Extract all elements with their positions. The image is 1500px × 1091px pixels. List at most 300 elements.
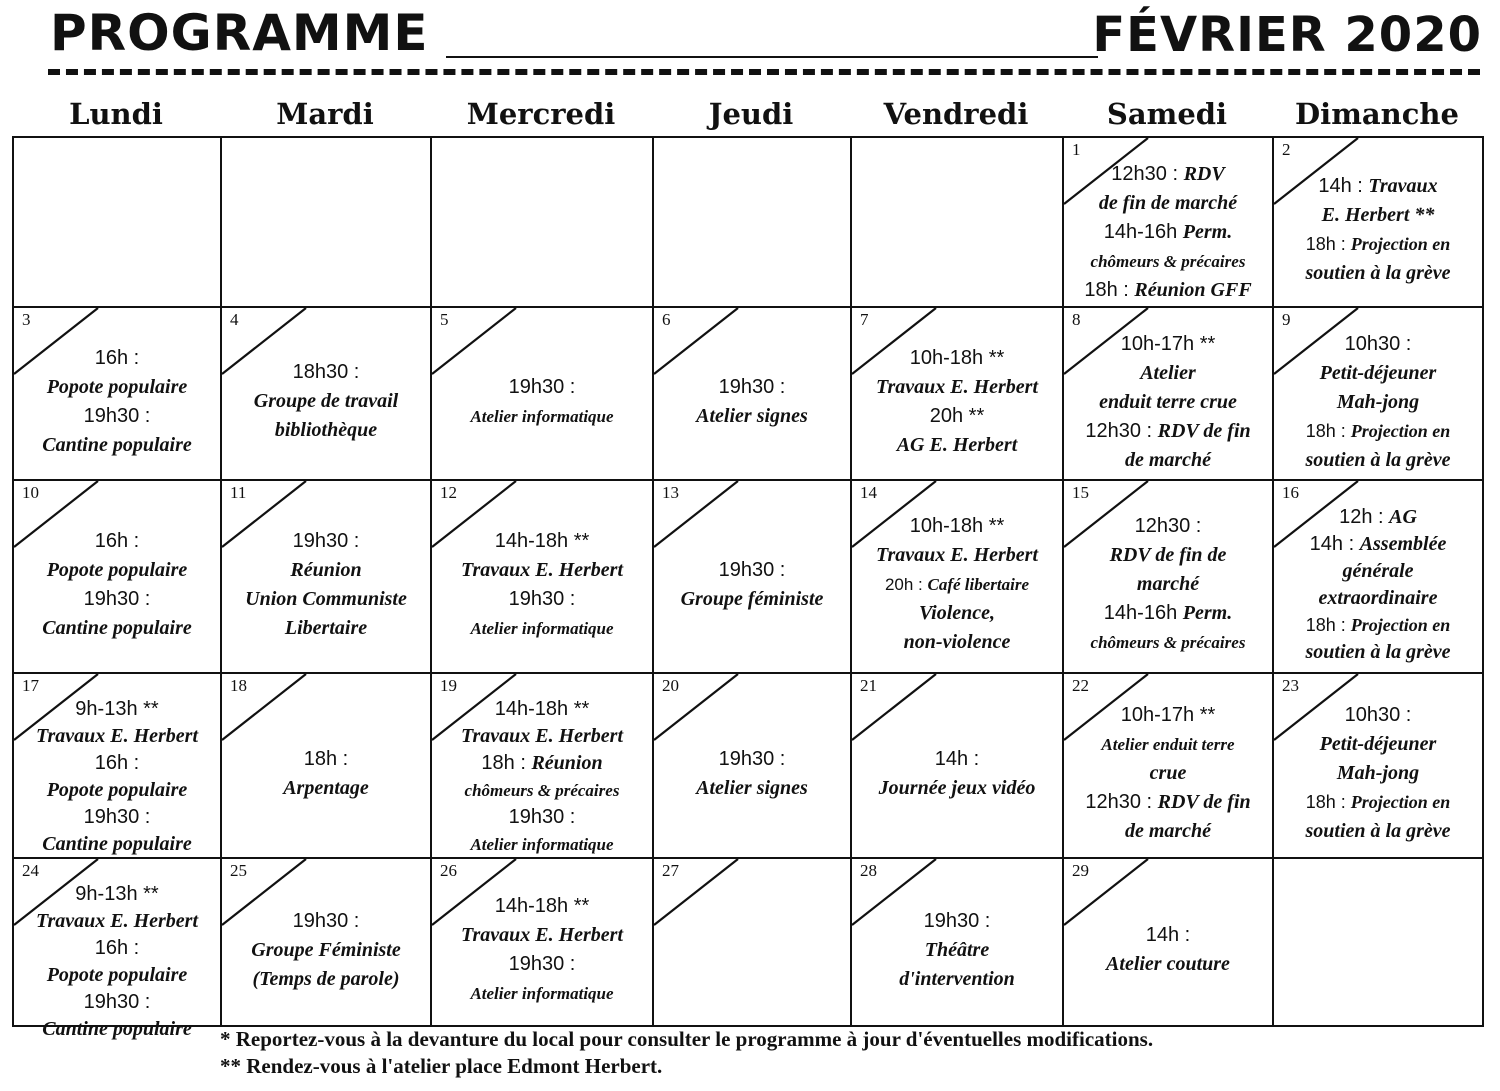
day-cell-6 xyxy=(652,306,852,481)
event-time: 19h30 : xyxy=(718,747,786,770)
event-time: 19h30 : xyxy=(83,587,151,610)
event-line xyxy=(222,965,430,994)
event-title: AG E. Herbert xyxy=(896,433,1018,456)
event-title: Réunion GFF xyxy=(1134,279,1252,301)
event-line xyxy=(1274,230,1482,259)
event-line xyxy=(1274,201,1482,230)
event-time: 14h-18h ** xyxy=(494,895,590,917)
event-line xyxy=(222,556,430,585)
event-line xyxy=(1064,417,1272,446)
event-list xyxy=(432,527,652,643)
event-line xyxy=(222,907,430,936)
event-title: Popote populaire xyxy=(46,779,188,801)
event-line xyxy=(1274,612,1482,639)
event-list xyxy=(222,745,430,803)
day-cell-12 xyxy=(430,479,654,674)
event-line xyxy=(1064,276,1272,305)
event-line xyxy=(852,774,1062,803)
event-line xyxy=(1064,359,1272,388)
event-title: Travaux E. Herbert xyxy=(460,725,624,747)
day-number: 11 xyxy=(230,483,247,502)
event-time: 18h : xyxy=(1305,792,1351,812)
event-title: Cantine populaire xyxy=(42,433,192,456)
event-time: 9h-13h ** xyxy=(75,883,159,905)
event-time: 18h : xyxy=(1305,614,1351,635)
event-title: Projection en xyxy=(1350,234,1451,254)
day-cell-16 xyxy=(1272,479,1484,674)
event-time: 20h ** xyxy=(929,404,985,427)
event-time: 19h30 : xyxy=(83,806,151,828)
event-title: Atelier informatique xyxy=(470,835,614,854)
event-time: 18h : xyxy=(1084,279,1135,301)
day-number: 17 xyxy=(22,676,39,695)
event-title: Assemblée xyxy=(1359,532,1447,555)
event-time: 19h30 : xyxy=(508,953,576,975)
event-time: 14h : xyxy=(1309,532,1360,555)
event-line xyxy=(1064,541,1272,570)
event-time: 18h30 : xyxy=(292,361,360,383)
event-title: soutien à la grève xyxy=(1305,449,1451,471)
day-number: 8 xyxy=(1072,310,1081,329)
event-title: Petit-déjeuner xyxy=(1319,362,1437,384)
day-number: 23 xyxy=(1282,676,1299,695)
event-time: 19h30 : xyxy=(83,404,151,427)
event-title: Atelier signes xyxy=(696,404,808,427)
event-time: 12h30 : xyxy=(1085,791,1158,813)
month-title: FÉVRIER 2020 xyxy=(1092,7,1482,63)
day-cell-2 xyxy=(1272,136,1484,308)
day-number: 12 xyxy=(440,483,457,502)
event-time: 19h30 : xyxy=(292,529,360,552)
event-time: 18h : xyxy=(1305,421,1351,441)
title-dashed-rule xyxy=(48,69,1480,75)
day-number: 21 xyxy=(860,676,877,695)
event-title: marché xyxy=(1136,573,1200,595)
event-title: Atelier couture xyxy=(1106,953,1230,975)
event-list xyxy=(14,696,220,858)
event-line xyxy=(1274,585,1482,612)
event-time: 14h : xyxy=(934,747,980,770)
event-list xyxy=(654,745,850,803)
event-line xyxy=(1064,628,1272,657)
event-line xyxy=(432,831,652,858)
event-title: Réunion xyxy=(531,752,603,774)
event-title: Travaux E. Herbert xyxy=(460,924,624,946)
event-time: 9h-13h ** xyxy=(75,698,159,720)
event-title: Travaux E. Herbert xyxy=(875,375,1039,398)
event-list xyxy=(1274,330,1482,475)
event-title: soutien à la grève xyxy=(1305,262,1451,284)
day-number: 13 xyxy=(662,483,679,502)
event-line xyxy=(222,527,430,556)
empty-cell xyxy=(12,136,222,308)
event-title: Cantine populaire xyxy=(42,616,192,639)
event-line xyxy=(1064,330,1272,359)
event-line xyxy=(222,936,430,965)
event-time: 19h30 : xyxy=(83,991,151,1013)
event-time: 10h-17h ** xyxy=(1120,704,1216,726)
event-line xyxy=(14,614,220,643)
event-line xyxy=(852,599,1062,628)
event-time: 14h-16h xyxy=(1103,602,1183,624)
event-time: 10h-18h ** xyxy=(909,346,1005,369)
event-title: (Temps de parole) xyxy=(252,967,400,990)
event-title: Libertaire xyxy=(284,616,368,639)
empty-cell xyxy=(850,136,1064,308)
day-cell-4 xyxy=(220,306,432,481)
footer-note-1: * Reportez-vous à la devanture du local pour consulter le programme à jour d'éventuelles modifications. xyxy=(220,1027,1154,1051)
event-line xyxy=(1064,950,1272,979)
event-time: 19h30 : xyxy=(508,587,576,610)
event-title: Atelier informatique xyxy=(470,618,614,638)
event-line xyxy=(654,745,850,774)
event-line xyxy=(654,402,850,431)
event-line xyxy=(222,614,430,643)
event-line xyxy=(1064,701,1272,730)
event-title: Théâtre xyxy=(924,938,990,961)
event-title: AG xyxy=(1389,505,1417,528)
event-line xyxy=(222,745,430,774)
event-line xyxy=(1064,247,1272,276)
empty-cell xyxy=(430,136,654,308)
day-cell-26 xyxy=(430,857,654,1027)
event-line xyxy=(14,962,220,989)
event-line xyxy=(1274,388,1482,417)
event-title: Popote populaire xyxy=(46,558,188,581)
event-line xyxy=(14,804,220,831)
day-cell-19 xyxy=(430,672,654,859)
event-line xyxy=(432,527,652,556)
day-number: 20 xyxy=(662,676,679,695)
event-title: Perm. xyxy=(1182,602,1233,624)
day-number: 3 xyxy=(22,310,31,329)
empty-cell xyxy=(652,136,852,308)
event-title: Perm. xyxy=(1182,221,1233,243)
event-time: 14h : xyxy=(1145,924,1191,946)
day-cell-28 xyxy=(850,857,1064,1027)
event-title: Travaux E. Herbert xyxy=(35,725,199,747)
day-cell-15 xyxy=(1062,479,1274,674)
event-time: 20h : xyxy=(884,575,928,594)
day-cell-8 xyxy=(1062,306,1274,481)
event-line xyxy=(1064,189,1272,218)
event-list xyxy=(432,696,652,858)
event-line xyxy=(1274,558,1482,585)
event-line xyxy=(1274,359,1482,388)
event-title: d'intervention xyxy=(899,967,1015,990)
event-list xyxy=(1064,921,1272,979)
event-title: Réunion xyxy=(290,558,362,581)
event-list xyxy=(1274,172,1482,288)
day-number: 25 xyxy=(230,861,247,880)
event-title: Café libertaire xyxy=(927,575,1030,594)
event-line xyxy=(14,431,220,460)
event-line xyxy=(14,831,220,858)
event-line xyxy=(14,908,220,935)
day-number: 18 xyxy=(230,676,247,695)
event-line xyxy=(432,723,652,750)
title-underline xyxy=(446,56,1098,58)
event-title: Atelier informatique xyxy=(470,406,614,426)
event-title: Travaux xyxy=(1368,175,1438,197)
day-number: 24 xyxy=(22,861,39,880)
event-title: Violence, xyxy=(918,602,996,624)
event-title: de marché xyxy=(1124,449,1212,471)
event-line xyxy=(432,750,652,777)
day-cell-7 xyxy=(850,306,1064,481)
event-title: Cantine populaire xyxy=(42,833,192,855)
event-title: soutien à la grève xyxy=(1305,640,1451,663)
event-title: RDV de fin xyxy=(1157,420,1251,442)
event-title: Arpentage xyxy=(283,776,369,799)
day-number: 29 xyxy=(1072,861,1089,880)
event-list xyxy=(852,907,1062,994)
event-list xyxy=(1274,701,1482,846)
day-cell-22 xyxy=(1062,672,1274,859)
event-title: enduit terre crue xyxy=(1099,391,1237,413)
event-line xyxy=(14,402,220,431)
day-cell-13 xyxy=(652,479,852,674)
event-time: 12h30 : xyxy=(1085,420,1158,442)
day-cell-24 xyxy=(12,857,222,1040)
empty-cell xyxy=(1272,857,1484,1027)
event-title: Travaux E. Herbert xyxy=(875,544,1039,566)
event-time: 10h30 : xyxy=(1344,333,1412,355)
event-line xyxy=(222,585,430,614)
event-line xyxy=(1274,788,1482,817)
event-time: 19h30 : xyxy=(718,558,786,581)
event-title: non-violence xyxy=(903,631,1011,653)
event-title: chômeurs & précaires xyxy=(1090,252,1246,271)
event-line xyxy=(852,907,1062,936)
event-list xyxy=(222,358,430,445)
event-list xyxy=(654,373,850,431)
event-title: Mah-jong xyxy=(1336,762,1420,784)
day-header-mardi: Mardi xyxy=(276,97,374,131)
event-list xyxy=(1064,512,1272,657)
event-list xyxy=(1064,330,1272,475)
event-time: 10h-18h ** xyxy=(909,515,1005,537)
event-title: de marché xyxy=(1124,820,1212,842)
event-line xyxy=(1064,512,1272,541)
event-list xyxy=(432,892,652,1008)
event-line xyxy=(654,774,850,803)
event-line xyxy=(852,512,1062,541)
event-line xyxy=(1274,172,1482,201)
day-cell-23 xyxy=(1272,672,1484,859)
event-line xyxy=(432,950,652,979)
event-time: 10h-17h ** xyxy=(1120,333,1216,355)
event-title: crue xyxy=(1149,762,1187,784)
day-header-jeudi: Jeudi xyxy=(708,97,794,131)
event-line xyxy=(1274,701,1482,730)
event-line xyxy=(14,881,220,908)
event-title: Mah-jong xyxy=(1336,391,1420,413)
event-title: Groupe de travail xyxy=(253,390,399,412)
event-time: 16h : xyxy=(94,529,140,552)
day-cell-14 xyxy=(850,479,1064,674)
event-line xyxy=(1274,817,1482,846)
event-time: 18h : xyxy=(481,752,532,774)
event-line xyxy=(654,585,850,614)
event-line xyxy=(1274,504,1482,531)
event-line xyxy=(222,358,430,387)
event-time: 12h : xyxy=(1339,505,1390,528)
day-number: 26 xyxy=(440,861,457,880)
day-cell-17 xyxy=(12,672,222,859)
event-time: 16h : xyxy=(94,346,140,369)
event-line xyxy=(432,777,652,804)
day-number: 7 xyxy=(860,310,869,329)
event-list xyxy=(1064,701,1272,846)
event-time: 10h30 : xyxy=(1344,704,1412,726)
page-title: PROGRAMME xyxy=(50,4,429,62)
event-title: RDV de fin de xyxy=(1109,544,1227,566)
day-number: 2 xyxy=(1282,140,1291,159)
day-number: 5 xyxy=(440,310,449,329)
event-line xyxy=(1274,330,1482,359)
event-title: soutien à la grève xyxy=(1305,820,1451,842)
event-list xyxy=(14,881,220,1043)
event-line xyxy=(14,527,220,556)
event-time: 12h30 : xyxy=(1111,163,1184,185)
event-line xyxy=(1274,531,1482,558)
event-time: 19h30 : xyxy=(508,806,576,828)
event-title: générale xyxy=(1342,559,1414,582)
event-time: 19h30 : xyxy=(718,375,786,398)
event-line xyxy=(14,373,220,402)
event-line xyxy=(1064,160,1272,189)
day-number: 1 xyxy=(1072,140,1081,159)
day-number: 16 xyxy=(1282,483,1299,502)
event-title: Journée jeux vidéo xyxy=(878,776,1036,799)
event-line xyxy=(1064,921,1272,950)
event-line xyxy=(14,556,220,585)
event-line xyxy=(852,541,1062,570)
event-list xyxy=(14,527,220,643)
event-line xyxy=(432,804,652,831)
event-list xyxy=(222,907,430,994)
day-cell-1 xyxy=(1062,136,1274,308)
event-line xyxy=(432,696,652,723)
event-line xyxy=(852,965,1062,994)
day-number: 19 xyxy=(440,676,457,695)
day-cell-10 xyxy=(12,479,222,674)
event-line xyxy=(1064,388,1272,417)
event-line xyxy=(14,989,220,1016)
event-time: 14h : xyxy=(1318,175,1369,197)
event-title: Groupe féministe xyxy=(680,587,824,610)
event-time: 19h30 : xyxy=(923,909,991,932)
event-line xyxy=(1274,417,1482,446)
event-line xyxy=(852,745,1062,774)
event-line xyxy=(14,585,220,614)
event-line xyxy=(14,1016,220,1043)
day-header-samedi: Samedi xyxy=(1106,97,1228,131)
day-cell-18 xyxy=(220,672,432,859)
event-title: chômeurs & précaires xyxy=(1090,633,1246,652)
footer-notes xyxy=(220,1026,1153,1080)
event-line xyxy=(432,402,652,431)
event-list xyxy=(14,344,220,460)
event-line xyxy=(432,614,652,643)
event-title: Cantine populaire xyxy=(42,1018,192,1040)
event-time: 19h30 : xyxy=(292,909,360,932)
event-line xyxy=(852,628,1062,657)
event-title: RDV de fin xyxy=(1157,791,1251,813)
event-line xyxy=(432,892,652,921)
event-title: Travaux E. Herbert xyxy=(460,558,624,581)
day-header-vendredi: Vendredi xyxy=(883,97,1029,131)
day-cell-9 xyxy=(1272,306,1484,481)
event-line xyxy=(1064,759,1272,788)
event-title: Projection en xyxy=(1350,421,1451,441)
event-line xyxy=(852,344,1062,373)
event-line xyxy=(1274,639,1482,666)
day-number: 14 xyxy=(860,483,877,502)
event-list xyxy=(222,527,430,643)
event-line xyxy=(14,935,220,962)
day-header-dimanche: Dimanche xyxy=(1295,97,1459,131)
event-title: Popote populaire xyxy=(46,964,188,986)
event-time: 14h-16h xyxy=(1103,221,1183,243)
day-number: 9 xyxy=(1282,310,1291,329)
event-list xyxy=(432,373,652,431)
event-line xyxy=(14,696,220,723)
day-cell-27 xyxy=(652,857,852,1027)
event-title: bibliothèque xyxy=(274,419,378,441)
day-cell-11 xyxy=(220,479,432,674)
day-number: 22 xyxy=(1072,676,1089,695)
day-number: 27 xyxy=(662,861,679,880)
event-line xyxy=(654,556,850,585)
event-title: Petit-déjeuner xyxy=(1319,733,1437,755)
event-title: Atelier informatique xyxy=(470,984,614,1003)
event-time: 19h30 : xyxy=(508,375,576,398)
event-line xyxy=(852,936,1062,965)
event-title: de fin de marché xyxy=(1098,192,1238,214)
day-cell-3 xyxy=(12,306,222,481)
event-time: 18h : xyxy=(303,747,349,770)
day-number: 15 xyxy=(1072,483,1089,502)
event-line xyxy=(222,387,430,416)
day-cell-5 xyxy=(430,306,654,481)
event-line xyxy=(1064,218,1272,247)
event-time: 12h30 : xyxy=(1134,515,1202,537)
event-title: Groupe Féministe xyxy=(251,938,401,961)
event-line xyxy=(222,774,430,803)
event-list xyxy=(654,556,850,614)
event-line xyxy=(432,373,652,402)
event-line xyxy=(1064,817,1272,846)
event-time: 18h : xyxy=(1305,234,1351,254)
event-list xyxy=(852,344,1062,460)
event-line xyxy=(14,777,220,804)
footer-note-2: ** Rendez-vous à l'atelier place Edmont Herbert. xyxy=(220,1054,663,1078)
event-title: extraordinaire xyxy=(1318,586,1438,609)
day-number: 10 xyxy=(22,483,39,502)
day-number: 4 xyxy=(230,310,239,329)
day-number: 28 xyxy=(860,861,877,880)
event-line xyxy=(1064,446,1272,475)
event-line xyxy=(1274,730,1482,759)
event-title: Atelier xyxy=(1140,362,1196,384)
day-header-lundi: Lundi xyxy=(69,97,163,131)
empty-cell xyxy=(220,136,432,308)
event-line xyxy=(1064,730,1272,759)
event-title: Popote populaire xyxy=(46,375,188,398)
event-line xyxy=(1274,259,1482,288)
